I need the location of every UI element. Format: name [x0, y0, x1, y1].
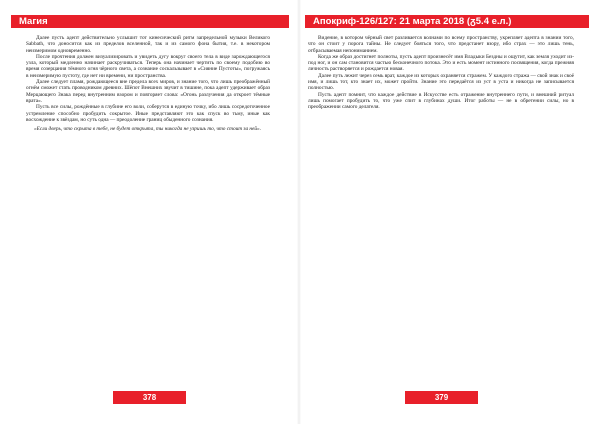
- right-page-number: [405, 391, 478, 404]
- paragraph: Видение, в котором чёрный свет разливается волнами по всему пространству, укрепляет адепта в знании того, что он стоит у порога тайны. Не следует бояться того, что предстанет взору, ибо страх — это лишь тень, отбрасываемая непониманием.: [308, 35, 574, 54]
- left-page-header: [11, 15, 289, 28]
- paragraph: Пусть адепт помнит, что каждое действие в Искусстве есть отражение внутреннего пути, и внешний ритуал лишь помогает пробудить то, что уже спит в глубинах души. Итог работы — не в обретении силы, но в преображении самого делателя.: [308, 91, 574, 111]
- quote-paragraph: «Если дверь, что скрыта в тебе, не будет открыта, ты никогда не узришь то, что стоит за ней».: [34, 126, 262, 133]
- left-page-number: [113, 391, 186, 404]
- page-gutter: [297, 0, 301, 424]
- paragraph: Далее путь лежит через семь врат, каждое из которых охраняется стражем. У каждого стража — свой знак и своё имя, и лишь тот, кто знает их, может пройти. Знание это передаётся из уст в уста и никогда не записывается полностью.: [308, 72, 574, 92]
- left-header-title: Магия: [19, 16, 48, 27]
- right-page-header: [305, 15, 589, 28]
- paragraph: Далее следует пламя, рождающееся вне предела всех миров, и знание того, что лишь преображённый огнём сможет стать проводником древних. Шёпот Внешних звучит в тишине, пока адепт удерживает образ Мерцающего Знака перед внутренним взором и повторяет слова: «Огонь разлучения да откроет тёмные врата».: [26, 79, 270, 104]
- right-page-text: [308, 35, 574, 383]
- paragraph: Когда же образ достигнет полноты, пусть адепт произнесёт имя Владыки Бездны и ощутит, как земля уходит из-под ног, и он сам становится частью бесконечного потока. Это и есть момент истинного посвящения, когда прежняя личность растворяется и рождается новая.: [308, 53, 574, 73]
- paragraph: Далее пусть адепт действительно услышит тот кинесический ритм запредельной музыки Великого Sabbath, что доносится как из пределов вселенной, так и из самого фона бытия, т.е. в некотором неизмеримом одновременно.: [26, 35, 270, 54]
- right-page-number-label: 379: [434, 393, 449, 402]
- left-page-text: [26, 35, 270, 383]
- paragraph: После прочтения должен визуализировать и увидеть дугу вокруг своего тела в виде зарождающегося узла, который медленно начинает раскручиваться. Теперь она начинает чертить по своему подобию во время созерцания тёмного огня чёрного света, а сознание соскальзывает в «Сияние Пустоты», погружаясь в неизмеримую пустоту, где нет ни времени, ни пространства.: [26, 53, 270, 79]
- paragraph: Пусть все силы, рождённые в глубине его воли, соберутся в единую точку, ибо лишь сосредоточенное устремление способно пробудить сокрытое. Иные представляют это как спуск во тьму, иные как восхождение к звёздам, но суть одна — преодоление границ обыденного сознания.: [26, 104, 270, 123]
- left-page-number-label: 378: [142, 393, 157, 402]
- right-header-title: Апокриф-126/127: 21 марта 2018 (ᵹ5.4 е.л.): [313, 16, 512, 27]
